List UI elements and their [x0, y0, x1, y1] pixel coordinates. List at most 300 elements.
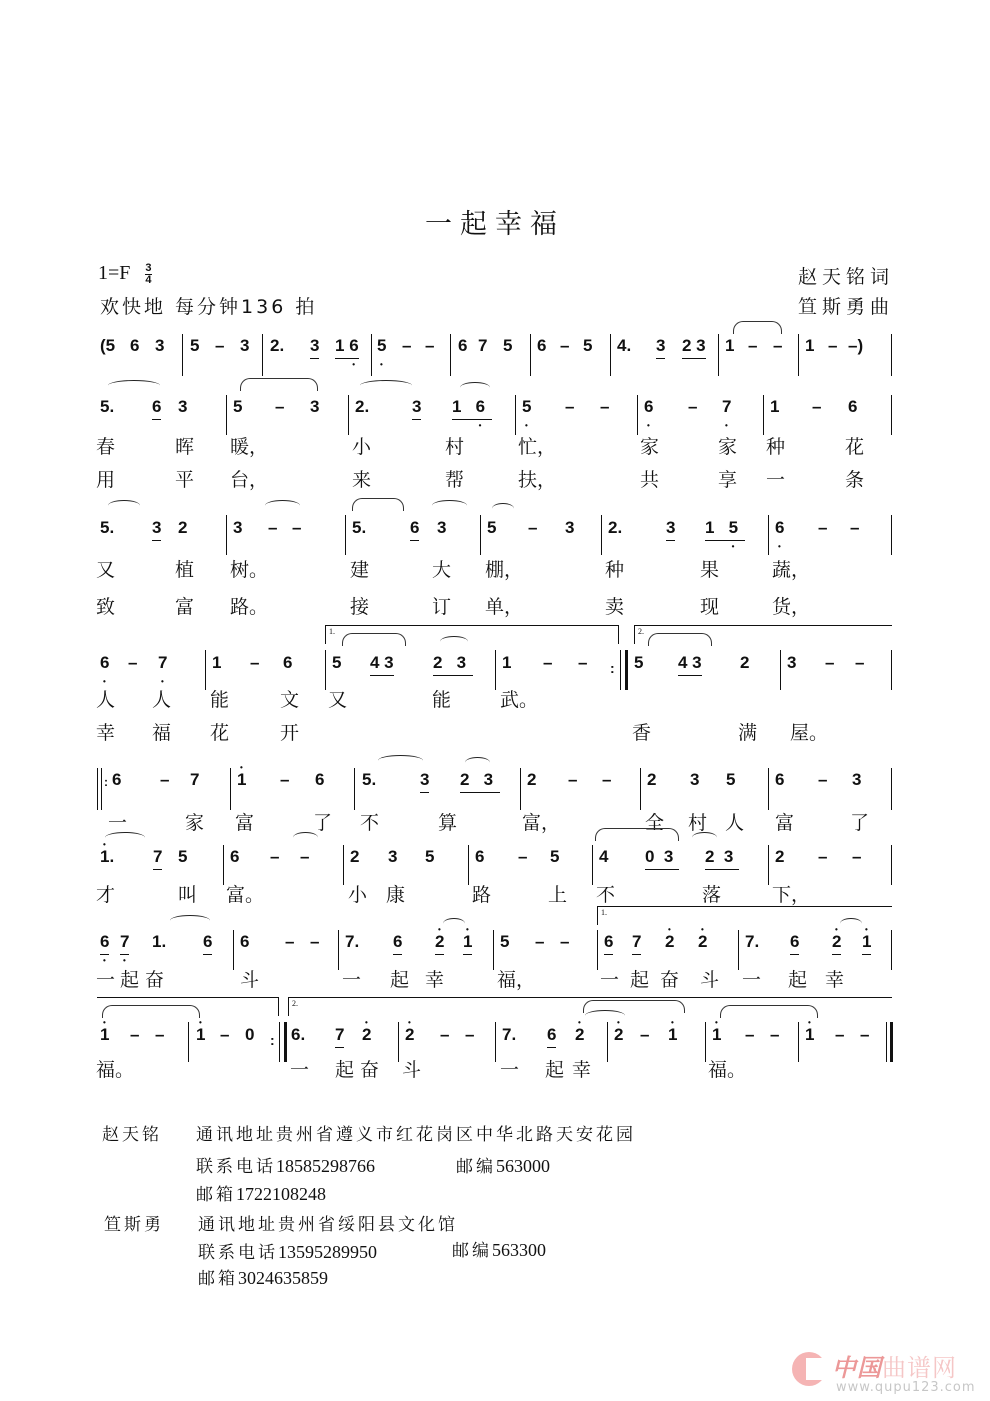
note: – [560, 932, 570, 951]
note: – [160, 770, 170, 789]
contact-mailbox: 邮箱3024635859 [198, 1268, 328, 1289]
note: • 5 [522, 397, 531, 417]
note: • 6 [775, 518, 784, 538]
note: 3 [155, 336, 165, 355]
lyric: 一 [766, 469, 786, 491]
note: – [855, 653, 865, 672]
barline [262, 334, 263, 376]
lyric: 康 [386, 884, 406, 906]
time-signature [145, 263, 151, 286]
note: – [518, 847, 528, 866]
lyric: 叫 [178, 884, 198, 906]
barline [738, 930, 739, 970]
barline [284, 1022, 287, 1062]
lyric: 一 [500, 1059, 520, 1081]
note: – [812, 397, 822, 416]
barline [230, 768, 231, 810]
note: 6 [547, 1025, 557, 1044]
note: 5 [487, 518, 497, 537]
note: 1. [152, 932, 167, 951]
watermark [792, 1348, 976, 1398]
note: • 2 [614, 1025, 623, 1045]
note: 6 [240, 932, 250, 951]
note: 5 [425, 847, 435, 866]
note: 2 [527, 770, 537, 789]
lyric: 棚， [485, 559, 524, 581]
lyric: 起 [545, 1059, 565, 1081]
note: 3 [233, 518, 243, 537]
slur [440, 636, 468, 647]
note: – [828, 336, 838, 355]
note: 7. [502, 1025, 517, 1044]
lyric: 路 [472, 884, 492, 906]
note: 7 [153, 847, 163, 866]
lyric: 福 [152, 722, 172, 744]
lyric: 奋 [660, 969, 680, 991]
note: 4 [599, 847, 609, 866]
lyric: 一 [96, 969, 116, 991]
note: 7 [335, 1025, 345, 1044]
contact-name: 笪斯勇 [104, 1215, 164, 1235]
note: 5 [332, 653, 342, 672]
lyric: 斗 [700, 969, 720, 991]
slur [378, 755, 423, 766]
note: • 1 [196, 1025, 205, 1045]
slur [360, 380, 412, 391]
note: 3 [240, 336, 250, 355]
note: 5 [634, 653, 644, 672]
lyric: 福。 [708, 1059, 747, 1081]
note: 6 [848, 397, 858, 416]
lyric: 一 [742, 969, 762, 991]
note: 2 [775, 847, 785, 866]
note: 2. [270, 336, 285, 355]
lyric: 斗 [402, 1059, 422, 1081]
lyric: 接 [350, 596, 370, 618]
lyric: 植 [175, 559, 195, 581]
slur [443, 918, 465, 929]
note: 4 3 [370, 653, 394, 672]
note: – [748, 336, 758, 355]
lyric: 一 [600, 969, 620, 991]
note: 6 [537, 336, 547, 355]
barline [763, 395, 764, 435]
lyric: 斗 [240, 969, 260, 991]
tie [595, 828, 679, 841]
tie [648, 633, 712, 646]
lyric: 落 [702, 884, 722, 906]
repeat-start-bar [97, 768, 98, 810]
lyric: 富 [175, 596, 195, 618]
note: 5. [352, 518, 367, 537]
lyric: 才 [96, 884, 116, 906]
volta-bracket-1: 1. [597, 906, 892, 925]
slur [105, 832, 145, 843]
tempo-marking: 欢快地 每分钟136 拍 [100, 296, 318, 318]
barline [495, 650, 496, 690]
note: – [860, 1025, 870, 1044]
lyric: 家 [185, 812, 205, 834]
barline [226, 515, 227, 555]
barline [768, 515, 769, 555]
note: 2 [647, 770, 657, 789]
note: 1 [805, 336, 815, 355]
note: • 2 [575, 1025, 584, 1045]
note: • 1 [712, 1025, 721, 1045]
note: 5. [362, 770, 377, 789]
lyric: 平 [175, 469, 195, 491]
note: 6 [152, 397, 162, 416]
note: • 1 [237, 770, 246, 790]
barline [468, 845, 469, 885]
note: 6 [203, 932, 213, 951]
note: 1 • 5 [705, 518, 745, 538]
note: –) [848, 336, 864, 355]
note: – [280, 770, 290, 789]
note: 2 [350, 847, 360, 866]
contact-phone: 联系电话13595289950 [198, 1242, 377, 1263]
lyric: 开 [280, 722, 300, 744]
barline [530, 334, 531, 376]
slur [733, 321, 782, 334]
contact-postcode: 邮编563000 [456, 1156, 550, 1177]
note: • 7 [158, 653, 167, 673]
barline [398, 1022, 399, 1062]
barline [610, 334, 611, 376]
note: • 6 [100, 653, 109, 673]
lyric: 用 [96, 469, 116, 491]
barline [798, 1022, 799, 1062]
watermark-brand: 中国曲谱网 [832, 1353, 957, 1382]
note: 3 [412, 397, 422, 416]
slur [692, 832, 717, 843]
note: 4. [617, 336, 632, 355]
slur [432, 500, 467, 511]
note: 5 [503, 336, 513, 355]
note: 3 [565, 518, 575, 537]
lyric: 条 [845, 469, 865, 491]
slur [108, 380, 160, 391]
note: • 5 [377, 336, 386, 356]
lyric: 不 [596, 884, 616, 906]
note: 5 [550, 847, 560, 866]
note: • 2 [362, 1025, 371, 1045]
barline [348, 395, 349, 435]
note: 1 • 6 [335, 336, 359, 356]
lyric: 花 [845, 436, 865, 458]
barline [597, 930, 598, 970]
barline [891, 845, 892, 885]
lyric: 一 [108, 812, 128, 834]
lyric: 共 [640, 469, 660, 491]
barline [279, 1022, 280, 1062]
lyric: 一 [290, 1059, 310, 1081]
qupu-logo-icon [792, 1352, 826, 1386]
barline [798, 334, 799, 376]
lyric: 起 [335, 1059, 355, 1081]
note: 6 [790, 932, 800, 951]
note: • 2 [435, 932, 444, 952]
note: – [850, 518, 860, 537]
lyric: 幸 [572, 1059, 592, 1081]
note: 2 3 [433, 653, 473, 673]
lyric: 享 [718, 469, 738, 491]
note: – [310, 932, 320, 951]
note: 6 [775, 770, 785, 789]
note: • 1 [862, 932, 871, 952]
lyric: 种 [766, 436, 786, 458]
note: – [292, 518, 302, 537]
lyric: 文 [280, 689, 300, 711]
lyric: 全 [645, 812, 665, 834]
composer-credit: 笪斯勇曲 [797, 296, 894, 318]
note: – [560, 336, 570, 355]
note: 3 [690, 770, 700, 789]
barline [601, 515, 602, 555]
tie [102, 1005, 200, 1018]
note: 3 [666, 518, 676, 537]
note: • 6 [644, 397, 653, 417]
lyric: 能 [432, 689, 452, 711]
note: 1 [770, 397, 780, 416]
barline [205, 650, 206, 690]
song-title: 一起幸福 [425, 209, 565, 240]
repeat-start-dots: : [104, 775, 108, 789]
slur [265, 500, 300, 511]
key-label: 1=F [98, 262, 131, 284]
note: 7. [345, 932, 360, 951]
lyric: 上 [548, 884, 568, 906]
note: – [285, 932, 295, 951]
barline [891, 930, 892, 970]
repeat-end-dots: : [610, 660, 615, 676]
note: – [215, 336, 225, 355]
barline [188, 1022, 189, 1062]
note: – [268, 518, 278, 537]
watermark-url: www.qupu123.com [836, 1380, 976, 1395]
note: – [770, 1025, 780, 1044]
lyric: 订 [432, 596, 452, 618]
note: 6 [393, 932, 403, 951]
note: 0 3 [645, 847, 679, 867]
slur [170, 915, 210, 926]
note: – [440, 1025, 450, 1044]
barline [495, 1022, 496, 1062]
lyric: 起 [788, 969, 808, 991]
barline [607, 1022, 608, 1062]
barline [718, 334, 719, 376]
lyric: 家 [718, 436, 738, 458]
contact-postcode: 邮编563300 [452, 1240, 546, 1261]
note: 6 [410, 518, 420, 537]
barline [891, 768, 892, 810]
barline [768, 768, 769, 810]
note: – [852, 847, 862, 866]
barline [450, 334, 451, 376]
note: – [128, 653, 138, 672]
note: 6. [291, 1025, 306, 1044]
note: – [818, 770, 828, 789]
lyric: 人 [152, 689, 172, 711]
note: • 6 [100, 932, 109, 952]
lyric: 现 [700, 596, 720, 618]
barline [780, 650, 781, 690]
note: 1 [212, 653, 222, 672]
note: – [535, 932, 545, 951]
barline [705, 1022, 706, 1062]
barline [345, 515, 346, 555]
lyric: 晖 [175, 436, 195, 458]
barline [226, 395, 227, 435]
lyric: 村 [445, 436, 465, 458]
note: – [818, 847, 828, 866]
lyric: 村 [688, 812, 708, 834]
note: – [250, 653, 260, 672]
lyric: 帮 [445, 469, 465, 491]
lyric: 了 [850, 812, 870, 834]
note: 3 [420, 770, 430, 789]
note: • 2 [665, 932, 674, 952]
slur [840, 918, 862, 929]
lyric: 单， [485, 596, 524, 618]
barline [182, 334, 183, 376]
barline [891, 395, 892, 435]
lyric: 武。 [500, 689, 539, 711]
volta-bracket-2: 2. [634, 625, 892, 644]
slur [465, 757, 490, 768]
note: 2. [608, 518, 623, 537]
note: 6 [604, 932, 614, 951]
note: 3 [310, 397, 320, 416]
lyric: 奋 [145, 969, 165, 991]
lyricist-credit: 赵天铭词 [797, 266, 894, 288]
note: 2 [178, 518, 188, 537]
note: 1 [502, 653, 512, 672]
lyric: 大 [432, 559, 452, 581]
barline [223, 845, 224, 885]
note: – [835, 1025, 845, 1044]
lyric: 忙， [518, 436, 557, 458]
lyric: 台， [230, 469, 269, 491]
note: • 1 [463, 932, 472, 952]
note: – [600, 397, 610, 416]
lyric: 树。 [230, 559, 269, 581]
note: – [155, 1025, 165, 1044]
note: • 2 [832, 932, 841, 952]
barline [891, 515, 892, 555]
note: 6 [230, 847, 240, 866]
note: 3 [152, 518, 162, 537]
note: 6 [458, 336, 468, 355]
note: – [745, 1025, 755, 1044]
lyric: 小 [352, 436, 372, 458]
contact-address: 通讯地址贵州省绥阳县文化馆 [198, 1215, 458, 1235]
barline [480, 515, 481, 555]
time-denominator: 4 [145, 273, 152, 286]
slur [293, 832, 318, 843]
note: (5 [100, 336, 116, 355]
note: 6 [130, 336, 140, 355]
note: • 1. [100, 847, 114, 867]
note: 2 3 [460, 770, 500, 790]
note: 3 [787, 653, 797, 672]
lyric: 算 [438, 812, 458, 834]
note: – [300, 847, 310, 866]
note: 3 [388, 847, 398, 866]
lyric: 小 [348, 884, 368, 906]
barline [338, 930, 339, 970]
barline [493, 930, 494, 970]
note: • 7 [120, 932, 129, 952]
lyric: 建 [350, 559, 370, 581]
note: 5 [500, 932, 510, 951]
note: 6 [475, 847, 485, 866]
note: – [425, 336, 435, 355]
lyric: 富 [775, 812, 795, 834]
lyric: 能 [210, 689, 230, 711]
barline [625, 650, 628, 690]
note: 3 [656, 336, 666, 355]
lyric: 奋 [360, 1059, 380, 1081]
slur [460, 382, 490, 393]
note: 2 3 [682, 336, 706, 355]
lyric: 春 [96, 436, 116, 458]
lyric: 又 [96, 559, 116, 581]
note: 6 [112, 770, 122, 789]
note: • 1 [668, 1025, 677, 1045]
lyric: 幸 [425, 969, 445, 991]
note: 3 [852, 770, 862, 789]
note: 4 3 [678, 653, 702, 672]
note: • 1 [805, 1025, 814, 1045]
lyric: 果 [700, 559, 720, 581]
note: – [543, 653, 553, 672]
repeat-end-dots: : [270, 1032, 275, 1048]
barline [343, 845, 344, 885]
barline [637, 395, 638, 435]
tie [342, 633, 406, 646]
barline [768, 845, 769, 885]
note: 6 [315, 770, 325, 789]
volta-bracket-2: 2. [288, 997, 892, 1016]
note: • 1 [100, 1025, 109, 1045]
lyric: 暖， [230, 436, 269, 458]
lyric: 屋。 [790, 722, 829, 744]
contact-phone: 联系电话18585298766 [196, 1156, 375, 1177]
note: – [568, 770, 578, 789]
note: – [565, 397, 575, 416]
note: 6 [283, 653, 293, 672]
lyric: 一 [342, 969, 362, 991]
tie [352, 498, 404, 511]
barline [620, 650, 621, 690]
barline [354, 768, 355, 810]
barline [233, 930, 234, 970]
note: – [818, 518, 828, 537]
lyric: 下， [772, 884, 811, 906]
barline [592, 845, 593, 885]
lyric: 家 [640, 436, 660, 458]
note: – [270, 847, 280, 866]
note: 2. [355, 397, 370, 416]
barline [325, 650, 326, 690]
note: 5. [100, 397, 115, 416]
lyric: 了 [313, 812, 333, 834]
barline [891, 334, 892, 376]
note: 5. [100, 518, 115, 537]
lyric: 富， [522, 812, 561, 834]
note: 0 [245, 1025, 255, 1044]
